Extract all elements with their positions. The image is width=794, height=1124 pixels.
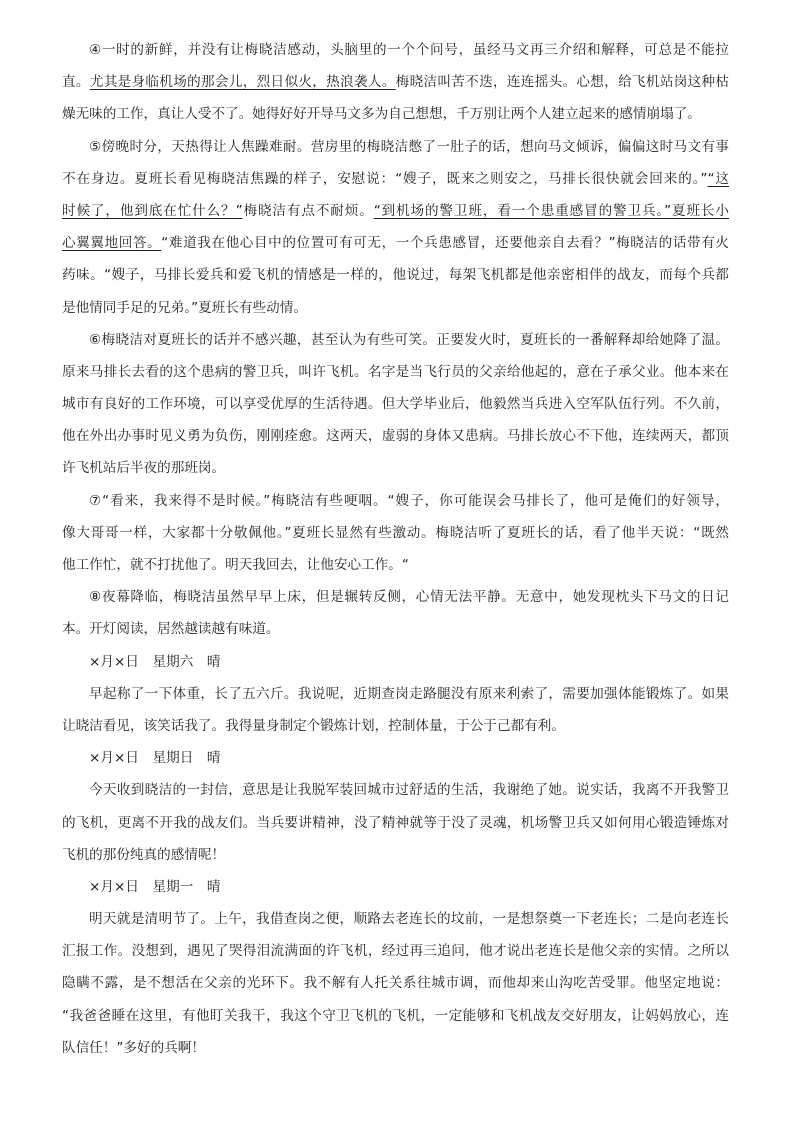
diary-3-line-2 [62,935,729,967]
paragraph-6-line-5 [62,452,729,484]
text-segment: ×月×日 星期一 晴 [89,878,221,895]
document-body [62,34,729,1064]
text-segment: 早起称了一下体重，长了五六斤。我说呢，近期查岗走路腿没有原来利索了，需要加强体能锻炼了。如果 [89,685,729,702]
text-segment: ⑥梅晓洁对夏班长的话并不感兴趣，甚至认为有些可笑。正要发火时，夏班长的一番解释却给她降了温。 [89,331,729,348]
text-segment: 是他情同手足的兄弟。”夏班长有些动情。 [62,299,307,316]
diary-2-line-3 [62,839,729,871]
paragraph-7-line-2 [62,517,729,549]
text-segment: ⑧夜幕降临，梅晓洁虽然早早上床，但是辗转反侧，心情无法平静。无意中，她发现枕头下马文的日记 [89,589,729,606]
underlined-sentence: 时候了，他到底在忙什么？” [62,202,243,219]
text-segment: ④一时的新鲜，并没有让梅晓洁感动，头脑里的一个个问号，虽经马文再三介绍和解释，可总是不能拉 [89,42,729,58]
paragraph-7-line-3 [62,549,729,581]
text-segment: ×月×日 星期日 晴 [89,750,221,767]
text-segment: 的飞机，更离不开我的战友们。当兵要讲精神，没了精神就等于没了灵魂，机场警卫兵又如何用心锻造锤炼对 [62,814,729,831]
text-segment: ⑦“看来，我来得不是时候。”梅晓洁有些哽咽。“嫂子，你可能误会马排长了，他可是俺们的好领导， [89,492,729,509]
text-segment: 队信任！”多好的兵啊！ [62,1039,205,1056]
diary-date-2 [62,742,729,774]
diary-3-line-4 [62,1000,729,1032]
underlined-sentence: 心翼翼地回答。 [62,235,162,252]
underlined-sentence: 尤其是身临机场的那会儿，烈日似火，热浪袭人。 [89,74,396,91]
text-segment: 梅晓洁有点不耐烦。 [242,202,374,219]
text-segment: 不在身边。夏班长看见梅晓洁焦躁的样子，安慰说：“嫂子，既来之则安之，马排长很快就会回来的。” [62,170,708,187]
paragraph-8-line-1 [62,581,729,613]
text-segment: 药味。“嫂子，马排长爱兵和爱飞机的情感是一样的，他说过，每架飞机都是他亲密相伴的战友，而每个兵都 [62,267,729,284]
text-segment: 隐瞒不露，是不想活在父亲的光环下。我不解有人托关系往城市调，而他却来山沟吃苦受罪。他坚定地说： [62,975,729,992]
diary-date-3 [62,871,729,903]
paragraph-6-line-1 [62,324,729,356]
text-segment: 他在外出办事时见义勇为负伤，刚刚痊愈。这两天，虚弱的身体又患病。马排长放心不下他，连续两天，都顶 [62,428,729,445]
paragraph-5-line-6 [62,292,729,324]
diary-date-1 [62,646,729,678]
text-segment: 原来马排长去看的这个患病的警卫兵，叫许飞机。名字是当飞行员的父亲给他起的，意在子承父业。他本来在 [62,363,729,380]
diary-3-line-3 [62,967,729,999]
text-segment: 本。开灯阅读，居然越读越有味道。 [62,621,280,638]
diary-1-line-2 [62,710,729,742]
paragraph-7-line-1 [62,485,729,517]
diary-2-line-1 [62,774,729,806]
text-segment: 明天就是清明节了。上午，我借查岗之便，顺路去老连长的坟前，一是想祭奠一下老连长；二是向老连长 [89,911,729,928]
paragraph-8-line-2 [62,613,729,645]
underlined-sentence: “这 [707,170,729,187]
text-segment: 城市有良好的工作环境，可以享受优厚的生活待遇。但大学毕业后，他毅然当兵进入空军队伍行列。不久前， [62,396,729,413]
diary-1-line-1 [62,678,729,710]
text-segment: ⑤傍晚时分，天热得让人焦躁难耐。营房里的梅晓洁憋了一肚子的话，想向马文倾诉，偏偏这时马文有事 [89,138,729,155]
paragraph-5-line-4 [62,227,729,259]
paragraph-5-line-3 [62,195,729,227]
paragraph-5-line-2 [62,163,729,195]
paragraph-5-line-1 [62,131,729,163]
text-segment: 燥无味的工作，真让人受不了。她得好好开导马文多为自己想想，千万别让两个人建立起来的感情崩塌了。 [62,106,701,123]
diary-3-line-5 [62,1032,729,1064]
text-segment: “我爸爸睡在这里，有他盯关我干，我这个守卫飞机的飞机，一定能够和飞机战友交好朋友，让妈妈放心，连 [62,1007,729,1024]
paragraph-4-line-2 [62,66,729,98]
paragraph-6-line-3 [62,388,729,420]
text-segment: 许飞机站后半夜的那班岗。 [62,460,226,477]
text-segment: 梅晓洁叫苦不迭，连连摇头。心想，给飞机站岗这种枯 [395,74,729,91]
text-segment: 飞机的那份纯真的感情呢！ [62,846,226,863]
paragraph-4-line-1 [62,34,729,66]
text-segment: 让晓洁看见，该笑话我了。我得量身制定个锻炼计划，控制体量，于公于己都有利。 [62,717,565,734]
diary-2-line-2 [62,807,729,839]
underlined-sentence: “到机场的警卫班，看一个患重感冒的警卫兵。”夏班长小 [373,202,729,219]
text-segment: ×月×日 星期六 晴 [89,653,221,670]
text-segment: “难道我在他心目中的位置可有可无，一个兵患感冒，还要他亲自去看？”梅晓洁的话带有火 [161,235,729,252]
text-segment: 直。 [62,74,90,91]
paragraph-5-line-5 [62,259,729,291]
diary-3-line-1 [62,903,729,935]
text-segment: 汇报工作。没想到，遇见了哭得泪流满面的许飞机，经过再三追问，他才说出老连长是他父亲的实情。之所以 [62,943,729,960]
paragraph-6-line-2 [62,356,729,388]
paragraph-6-line-4 [62,420,729,452]
text-segment: 像大哥哥一样，大家都十分敬佩他。”夏班长显然有些激动。梅晓洁听了夏班长的话，看了他半天说：“既然 [62,524,729,541]
text-segment: 今天收到晓洁的一封信，意思是让我脱军装回城市过舒适的生活，我谢绝了她。说实话，我离不开我警卫 [89,782,729,799]
text-segment: 他工作忙，就不打扰他了。明天我回去，让他安心工作。“ [62,557,409,573]
paragraph-4-line-3 [62,98,729,130]
